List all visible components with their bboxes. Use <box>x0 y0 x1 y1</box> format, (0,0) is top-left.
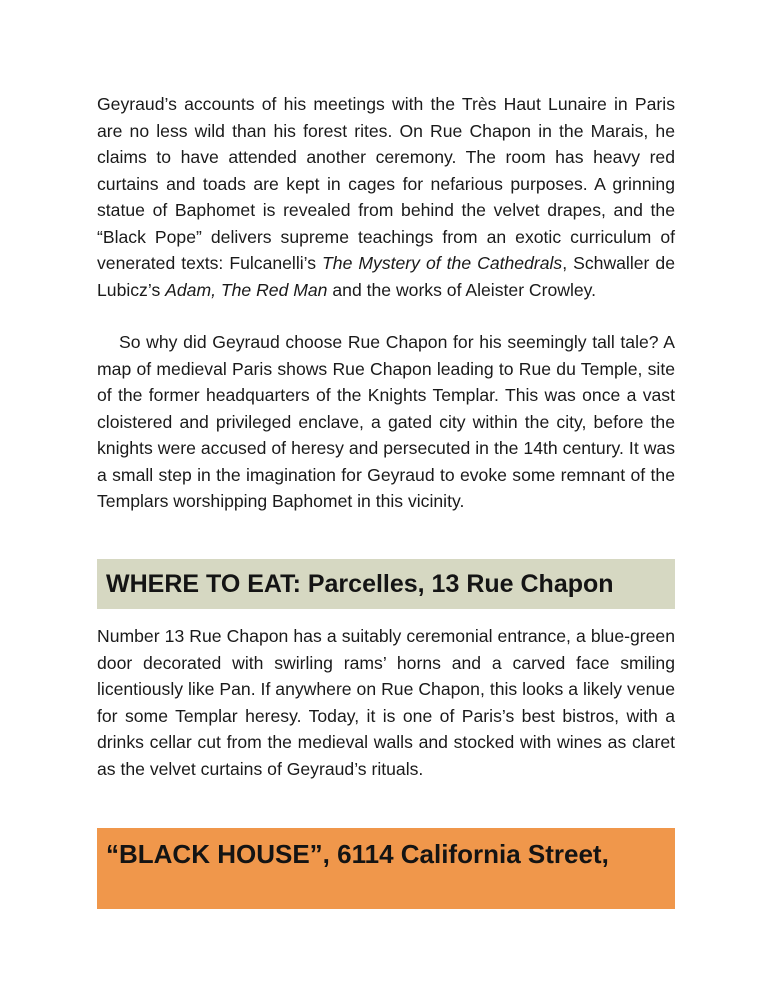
paragraph-text: and the works of Aleister Crowley. <box>327 279 597 300</box>
where-to-eat-heading: WHERE TO EAT: Parcelles, 13 Rue Chapon <box>97 559 675 609</box>
paragraph-rue-chapon-templars: So why did Geyraud choose Rue Chapon for his seemingly tall tale? A map of medieval Paris shows Rue Chapon leading to Rue du Temple, site of the former headquarters of the Knights Templar. This was once a vast cloistered and privileged enclave, a gated city within the city, before the knights were accused of heresy and persecuted in the 14th century. It was a small step in the imagination for Geyraud to evoke some remnant of the Templars worshipping Baphomet in this vicinity. <box>97 332 675 511</box>
paragraph-text: , Schwaller de Lubicz’s <box>97 253 675 300</box>
black-house-heading: “BLACK HOUSE”, 6114 California Street, <box>97 828 675 909</box>
paragraph-geyraud-accounts <box>97 91 675 303</box>
paragraph-number-13-rue-chapon: Number 13 Rue Chapon has a suitably ceremonial entrance, a blue-green door decorated with swirling rams’ horns and a carved face smiling licentiously like Pan. If anywhere on Rue Chapon, this looks a likely venue for some Templar heresy. Today, it is one of Paris’s best bistros, with a drinks cellar cut from the medieval walls and stocked with wines as claret as the velvet curtains of Geyraud’s rituals. <box>97 626 675 779</box>
paragraph-text: Geyraud’s accounts of his meetings with the Très Haut Lunaire in Paris are no less wild than his forest rites. On Rue Chapon in the Marais, he claims to have attended another ceremony. The room has heavy red curtains and toads are kept in cages for nefarious purposes. A grinning statue of Baphomet is revealed from behind the velvet drapes, and the “Black Pope” delivers supreme teachings from an exotic curriculum of venerated texts: Fulcanelli’s <box>97 94 675 273</box>
book-title-adam-the-red-man: Adam, The Red Man <box>165 279 328 300</box>
book-title-mystery-of-the-cathedrals: The Mystery of the Cathedrals <box>322 253 563 273</box>
